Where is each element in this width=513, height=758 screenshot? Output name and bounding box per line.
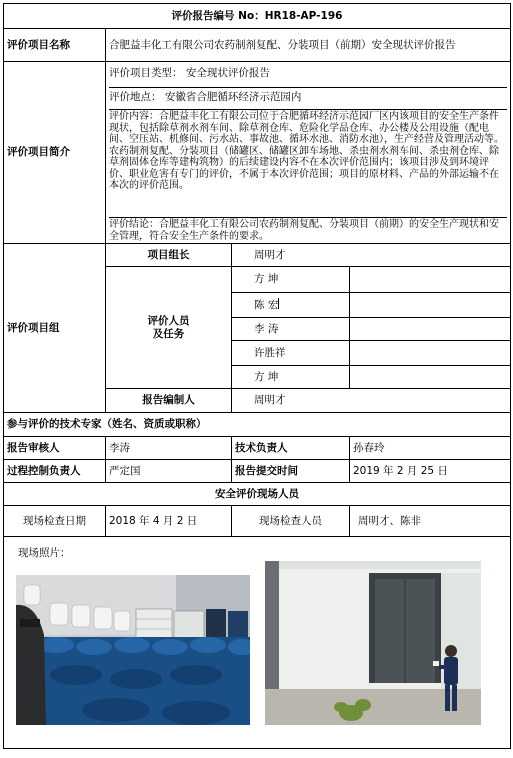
member-name: 许胜祥 [232, 341, 350, 366]
member-name: 方 坤 [232, 267, 350, 293]
report-number-header [4, 4, 511, 29]
site-photo-entrance [265, 561, 481, 725]
site-photos-cell [4, 537, 511, 749]
site-people-label: 现场检查人员 [232, 506, 350, 537]
report-number-prefix: 评价报告编号 No： [171, 9, 265, 22]
member-name [232, 293, 350, 318]
process-control-label: 过程控制负责人 [4, 460, 106, 483]
leader-name: 周明才 [232, 244, 511, 267]
warehouse-photo-image [16, 575, 250, 725]
leader-label: 项目组长 [106, 244, 232, 267]
site-people-value: 周明才、陈非 [350, 506, 511, 537]
member-name-text: 陈 宏 [254, 299, 279, 311]
member-task [350, 293, 511, 318]
writer-label: 报告编制人 [106, 389, 232, 413]
members-label-line2: 及任务 [152, 327, 185, 340]
report-table [3, 3, 511, 749]
project-type-line: 评价项目类型： 安全现状评价报告 [109, 62, 507, 88]
project-intro-cell [106, 62, 511, 244]
entrance-photo-image [265, 561, 481, 725]
member-name: 方 坤 [232, 366, 350, 389]
site-date-label: 现场检查日期 [4, 506, 106, 537]
tech-lead-label: 技术负责人 [232, 437, 350, 460]
submit-time-label: 报告提交时间 [232, 460, 350, 483]
member-task [350, 366, 511, 389]
project-location-line: 评价地点： 安徽省合肥循环经济示范园内 [109, 88, 507, 110]
team-label: 评价项目组 [4, 244, 106, 413]
project-name-value: 合肥益丰化工有限公司农药制剂复配、分装项目（前期）安全现状评价报告 [106, 29, 511, 62]
site-photo-warehouse [16, 575, 250, 725]
experts-label: 参与评价的技术专家（姓名、资质或职称） [4, 413, 511, 437]
report-number: HR18-AP-196 [264, 9, 343, 22]
member-task [350, 318, 511, 341]
member-task [350, 267, 511, 293]
member-name: 李 涛 [232, 318, 350, 341]
site-photos-label: 现场照片： [18, 547, 71, 559]
project-intro-label: 评价项目简介 [4, 62, 106, 244]
process-control-value: 严定国 [106, 460, 232, 483]
site-section-title: 安全评价现场人员 [4, 483, 511, 506]
member-task [350, 341, 511, 366]
site-date-value: 2018 年 4 月 2 日 [106, 506, 232, 537]
members-label [106, 267, 232, 389]
writer-name: 周明才 [232, 389, 511, 413]
project-content: 评价内容：合肥益丰化工有限公司位于合肥循环经济示范园厂区内该项目的安全生产条件现状，包括除草剂水剂车间、除草剂仓库、危险化学品仓库、办公楼及公用设施（配电间、空压站、机修间、污水站、事故池、循环水池、消防水池），生产经营及管理活动等。农药制剂复配、分装项目（储罐区、储罐区卸车场地、杀虫剂水剂车间、杀虫剂仓库、除草剂固体仓库等建构筑物）的后续建设内容不在本次评价范围内；该项目涉及到环境评价、职业危害有专门的评价，不属于本次评价范围；项目的原材料、产品的外部运输不在本次的评价范围。 [109, 110, 507, 218]
report-page [3, 3, 510, 755]
tech-lead-value: 孙春玲 [350, 437, 511, 460]
submit-time-value: 2019 年 2 月 25 日 [350, 460, 511, 483]
reviewer-value: 李涛 [106, 437, 232, 460]
text-cursor [278, 298, 279, 309]
project-name-label: 评价项目名称 [4, 29, 106, 62]
members-label-line1: 评价人员 [147, 314, 190, 327]
reviewer-label: 报告审核人 [4, 437, 106, 460]
project-conclusion: 评价结论：合肥益丰化工有限公司农药制剂复配、分装项目（前期）的安全生产现状和安全管理，符合安全生产条件的要求。 [109, 219, 499, 242]
